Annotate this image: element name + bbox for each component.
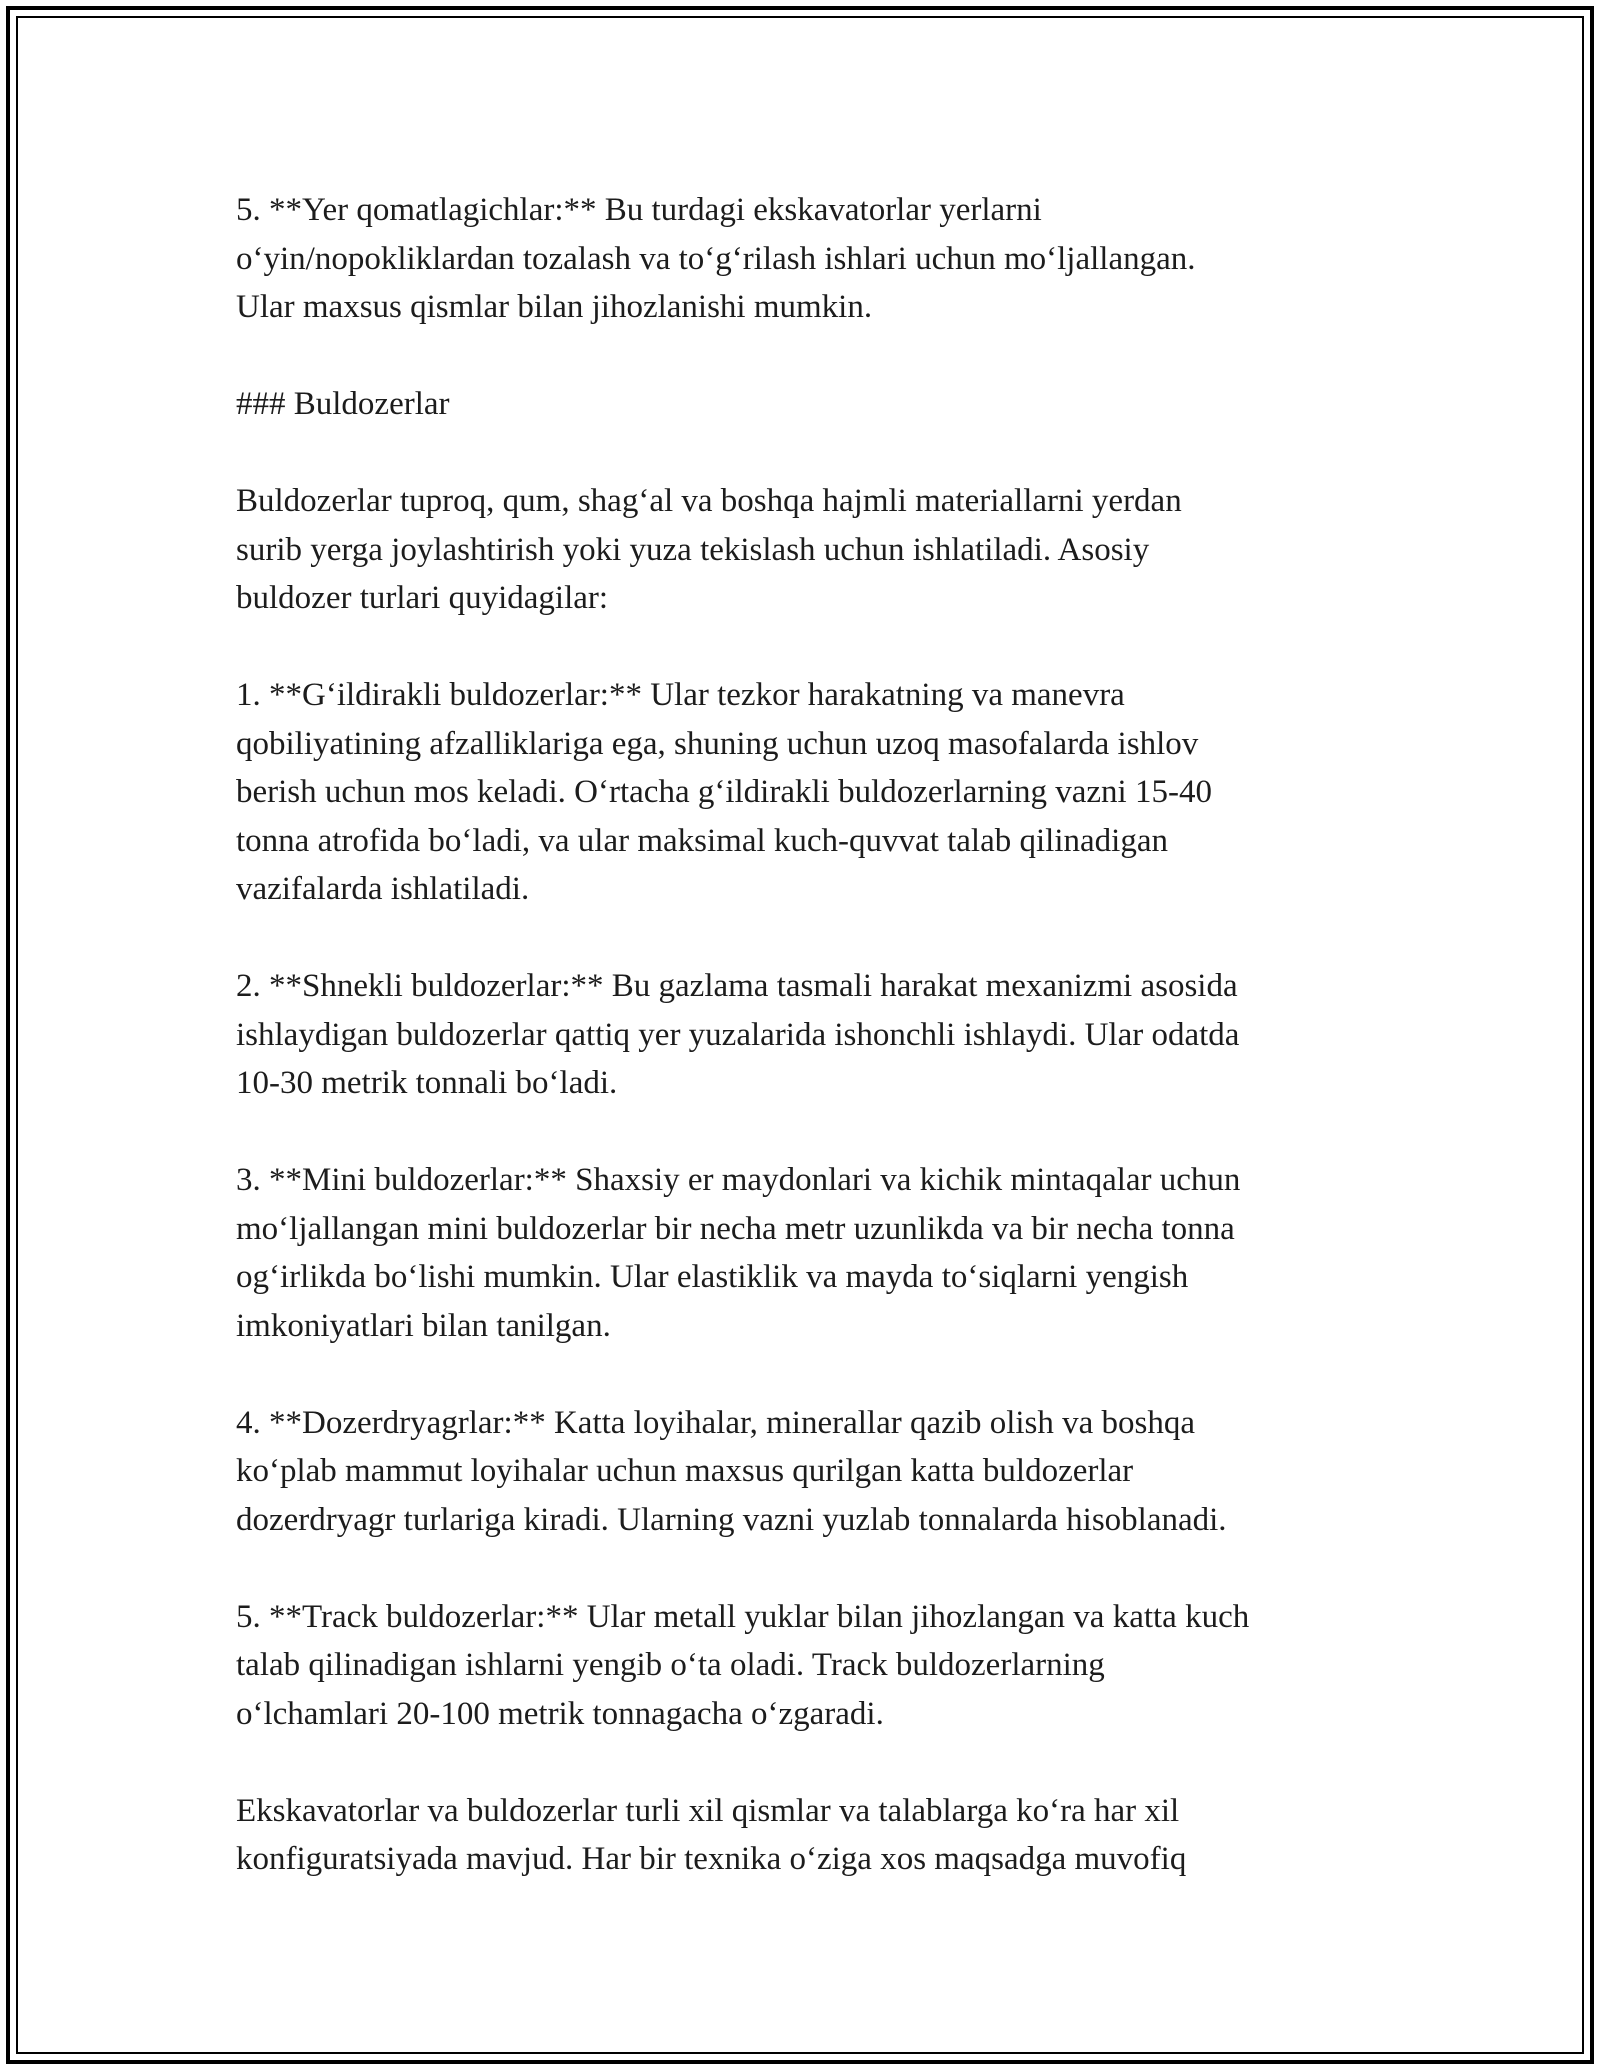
text-line: mo‘ljallangan mini buldozerlar bir necha metr uzunlikda va bir necha tonna (236, 1210, 1235, 1247)
text-line: og‘irlikda bo‘lishi mumkin. Ular elastiklik va mayda to‘siqlarni yengish (236, 1259, 1189, 1295)
text-line: buldozer turlari quyidagilar: (236, 580, 609, 616)
text-line: dozerdryagr turlariga kiradi. Ularning vazni yuzlab tonnalarda hisoblanadi. (236, 1501, 1227, 1538)
text-line: ### Buldozerlar (236, 386, 450, 422)
text-line: ishlaydigan buldozerlar qattiq yer yuzalarida ishonchli ishlaydi. Ular odatda (236, 1016, 1240, 1053)
text-line: 5. **Yer qomatlagichlar:** Bu turdagi ekskavatorlar yerlarni (236, 192, 1042, 228)
text-line: Buldozerlar tuproq, qum, shag‘al va boshqa hajmli materiallarni yerdan (236, 483, 1182, 519)
paragraph-conclusion (236, 1787, 1386, 1884)
text-line: Ekskavatorlar va buldozerlar turli xil qismlar va talablarga ko‘ra har xil (236, 1792, 1180, 1829)
text-line: talab qilinadigan ishlarni yengib o‘ta oladi. Track buldozerlarning (236, 1647, 1105, 1683)
paragraph-shnekli-buldozerlar (236, 962, 1386, 1108)
text-line: 1. **G‘ildirakli buldozerlar:** Ular tezkor harakatning va manevra (236, 677, 1125, 713)
text-line: qobiliyatining afzalliklariga ega, shuning uchun uzoq masofalarda ishlov (236, 725, 1199, 762)
text-line: o‘yin/nopokliklardan tozalash va to‘g‘rilash ishlari uchun mo‘ljallangan. (236, 240, 1196, 277)
text-line: imkoniyatlari bilan tanilgan. (236, 1307, 611, 1344)
text-line: o‘lchamlari 20-100 metrik tonnagacha o‘zgaradi. (236, 1695, 884, 1732)
text-line: ko‘plab mammut loyihalar uchun maxsus qurilgan katta buldozerlar (236, 1453, 1134, 1489)
text-line: konfiguratsiyada mavjud. Har bir texnika o‘ziga xos maqsadga muvofiq (236, 1841, 1187, 1877)
paragraph-gildirakli-buldozerlar (236, 671, 1386, 914)
document-body (236, 186, 1386, 1932)
text-line: 2. **Shnekli buldozerlar:** Bu gazlama tasmali harakat mexanizmi asosida (236, 968, 1238, 1004)
text-line: 10-30 metrik tonnali bo‘ladi. (236, 1065, 618, 1101)
text-line: 3. **Mini buldozerlar:** Shaxsiy er maydonlari va kichik mintaqalar uchun (236, 1162, 1241, 1198)
paragraph-track-buldozerlar (236, 1593, 1386, 1739)
paragraph-yer-qomatlagichlar (236, 186, 1386, 332)
text-line: vazifalarda ishlatiladi. (236, 871, 530, 907)
paragraph-mini-buldozerlar (236, 1156, 1386, 1350)
text-line: tonna atrofida bo‘ladi, va ular maksimal kuch-quvvat talab qilinadigan (236, 822, 1168, 859)
section-heading-buldozerlar (236, 380, 1386, 429)
text-line: berish uchun mos keladi. O‘rtacha g‘ildirakli buldozerlarning vazni 15-40 (236, 774, 1212, 810)
text-line: surib yerga joylashtirish yoki yuza tekislash uchun ishlatiladi. Asosiy (236, 531, 1150, 568)
text-line: 5. **Track buldozerlar:** Ular metall yuklar bilan jihozlangan va katta kuch (236, 1598, 1250, 1635)
text-line: 4. **Dozerdryagrlar:** Katta loyihalar, minerallar qazib olish va boshqa (236, 1404, 1196, 1441)
text-line: Ular maxsus qismlar bilan jihozlanishi mumkin. (236, 289, 873, 325)
paragraph-dozerdryagrlar (236, 1399, 1386, 1545)
paragraph-buldozerlar-intro (236, 477, 1386, 623)
